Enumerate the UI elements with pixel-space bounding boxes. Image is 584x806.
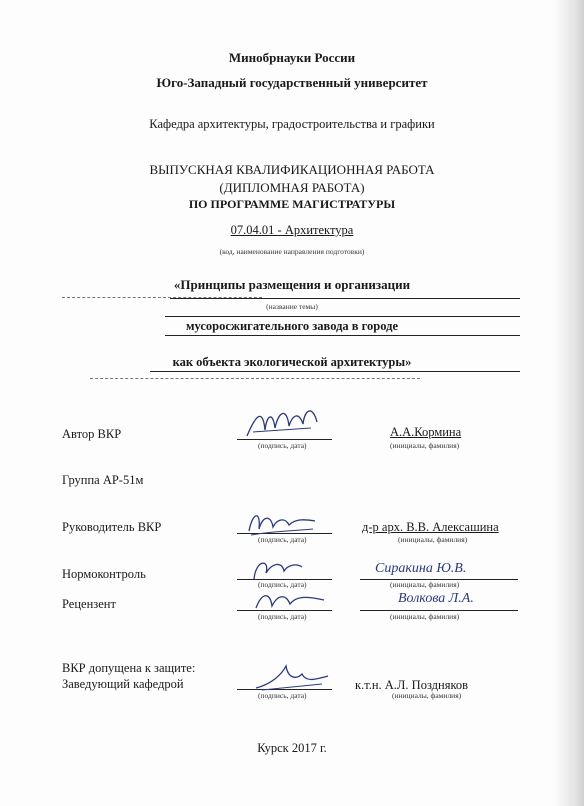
university-name: Юго-Западный государственный университет	[156, 75, 428, 90]
topic-caption: (название темы)	[266, 302, 318, 311]
admit-label-line1: ВКР допущена к защите:	[62, 661, 196, 675]
work-type-line3: ПО ПРОГРАММЕ МАГИСТРАТУРЫ	[188, 197, 396, 211]
author-label: Автор ВКР	[62, 427, 122, 441]
topic-line3: как объекта экологической архитектуры»	[172, 355, 412, 369]
normcontrol-sign-caption: (подпись, дата)	[258, 580, 307, 589]
group-label: Группа АР-51м	[62, 473, 144, 487]
normcontrol-label: Нормоконтроль	[62, 567, 146, 581]
program-code: 07.04.01 - Архитектура	[230, 223, 354, 237]
supervisor-name: д-р арх. В.В. Алексашина	[362, 520, 499, 534]
normcontrol-signature	[248, 555, 308, 585]
program-code-caption: (код, наименование направления подготовки)	[219, 247, 365, 256]
head-signature	[252, 660, 332, 694]
supervisor-sign-caption: (подпись, дата)	[258, 535, 307, 544]
author-signature	[243, 402, 323, 444]
head-name-caption: (инициалы, фамилия)	[392, 691, 462, 700]
supervisor-label: Руководитель ВКР	[62, 520, 162, 534]
reviewer-signature	[250, 586, 330, 616]
topic-line1: «Принципы размещения и организации	[173, 277, 411, 292]
author-sign-caption: (подпись, дата)	[258, 441, 307, 450]
city-year: Курск 2017 г.	[257, 741, 327, 755]
normcontrol-name-caption: (инициалы, фамилия)	[390, 580, 460, 589]
topic-dash-bottom	[90, 378, 420, 379]
reviewer-name-caption: (инициалы, фамилия)	[390, 612, 460, 621]
supervisor-name-caption: (инициалы, фамилия)	[398, 535, 468, 544]
work-type-line1: ВЫПУСКНАЯ КВАЛИФИКАЦИОННАЯ РАБОТА	[149, 162, 435, 177]
reviewer-label: Рецензент	[62, 597, 116, 611]
normcontrol-name: Сиракина Ю.В.	[375, 561, 467, 576]
ministry-name: Минобрнауки России	[228, 50, 356, 65]
reviewer-name: Волкова Л.А.	[398, 591, 474, 606]
head-name: к.т.н. А.Л. Поздняков	[355, 678, 469, 692]
topic-underline-3	[165, 335, 520, 336]
author-name-caption: (инициалы, фамилия)	[390, 441, 460, 450]
topic-line2: мусоросжигательного завода в городе	[185, 319, 399, 333]
admit-label-line2: Заведующий кафедрой	[62, 677, 184, 691]
head-sign-caption: (подпись, дата)	[258, 691, 307, 700]
author-name: А.А.Кормина	[390, 425, 462, 439]
topic-underline-2	[165, 316, 520, 317]
supervisor-signature	[243, 505, 323, 541]
department-name: Кафедра архитектуры, градостроительства и графики	[149, 117, 435, 131]
topic-underline-1	[170, 298, 520, 299]
work-type-line2: (ДИПЛОМНАЯ РАБОТА)	[219, 180, 365, 195]
reviewer-name-line	[360, 610, 518, 611]
topic-underline-4	[150, 371, 520, 372]
reviewer-sign-caption: (подпись, дата)	[258, 612, 307, 621]
